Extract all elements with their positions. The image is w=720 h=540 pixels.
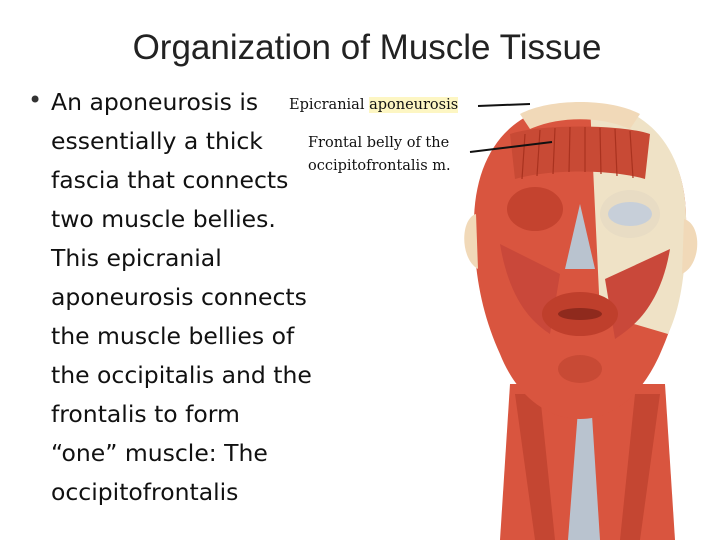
body-line-10: “one” muscle: The (51, 439, 268, 467)
body-line-1: An aponeurosis is (51, 88, 259, 116)
frontal-label-line1: Frontal belly of the (308, 135, 450, 151)
head-muscles-illustration (440, 84, 720, 540)
epicranial-label-highlight: aponeurosis (369, 97, 459, 113)
body-line-8: the occipitalis and the (51, 361, 312, 389)
body-line-5: This epicranial (51, 244, 222, 272)
epicranial-label (289, 97, 458, 113)
left-ear (464, 214, 478, 269)
mentalis (558, 355, 602, 383)
right-ear (682, 219, 697, 274)
body-line-11: occipitofrontalis (51, 478, 239, 506)
body-line-3: fascia that connects (51, 166, 289, 194)
body-line-9: frontalis to form (51, 400, 240, 428)
frontal-label-line2: occipitofrontalis m. (308, 158, 451, 174)
frontal-belly (510, 127, 650, 180)
orbicularis-oculi-left (507, 187, 563, 231)
slide-title: Organization of Muscle Tissue (132, 28, 602, 67)
body-line-2: essentially a thick (51, 127, 263, 155)
body-line-4: two muscle bellies. (51, 205, 276, 233)
bullet-icon: • (28, 86, 43, 114)
mouth (558, 308, 602, 320)
body-line-6: aponeurosis connects (51, 283, 307, 311)
epicranial-label-prefix: Epicranial (289, 97, 370, 113)
body-line-7: the muscle bellies of (51, 322, 295, 350)
right-eye (608, 202, 652, 226)
